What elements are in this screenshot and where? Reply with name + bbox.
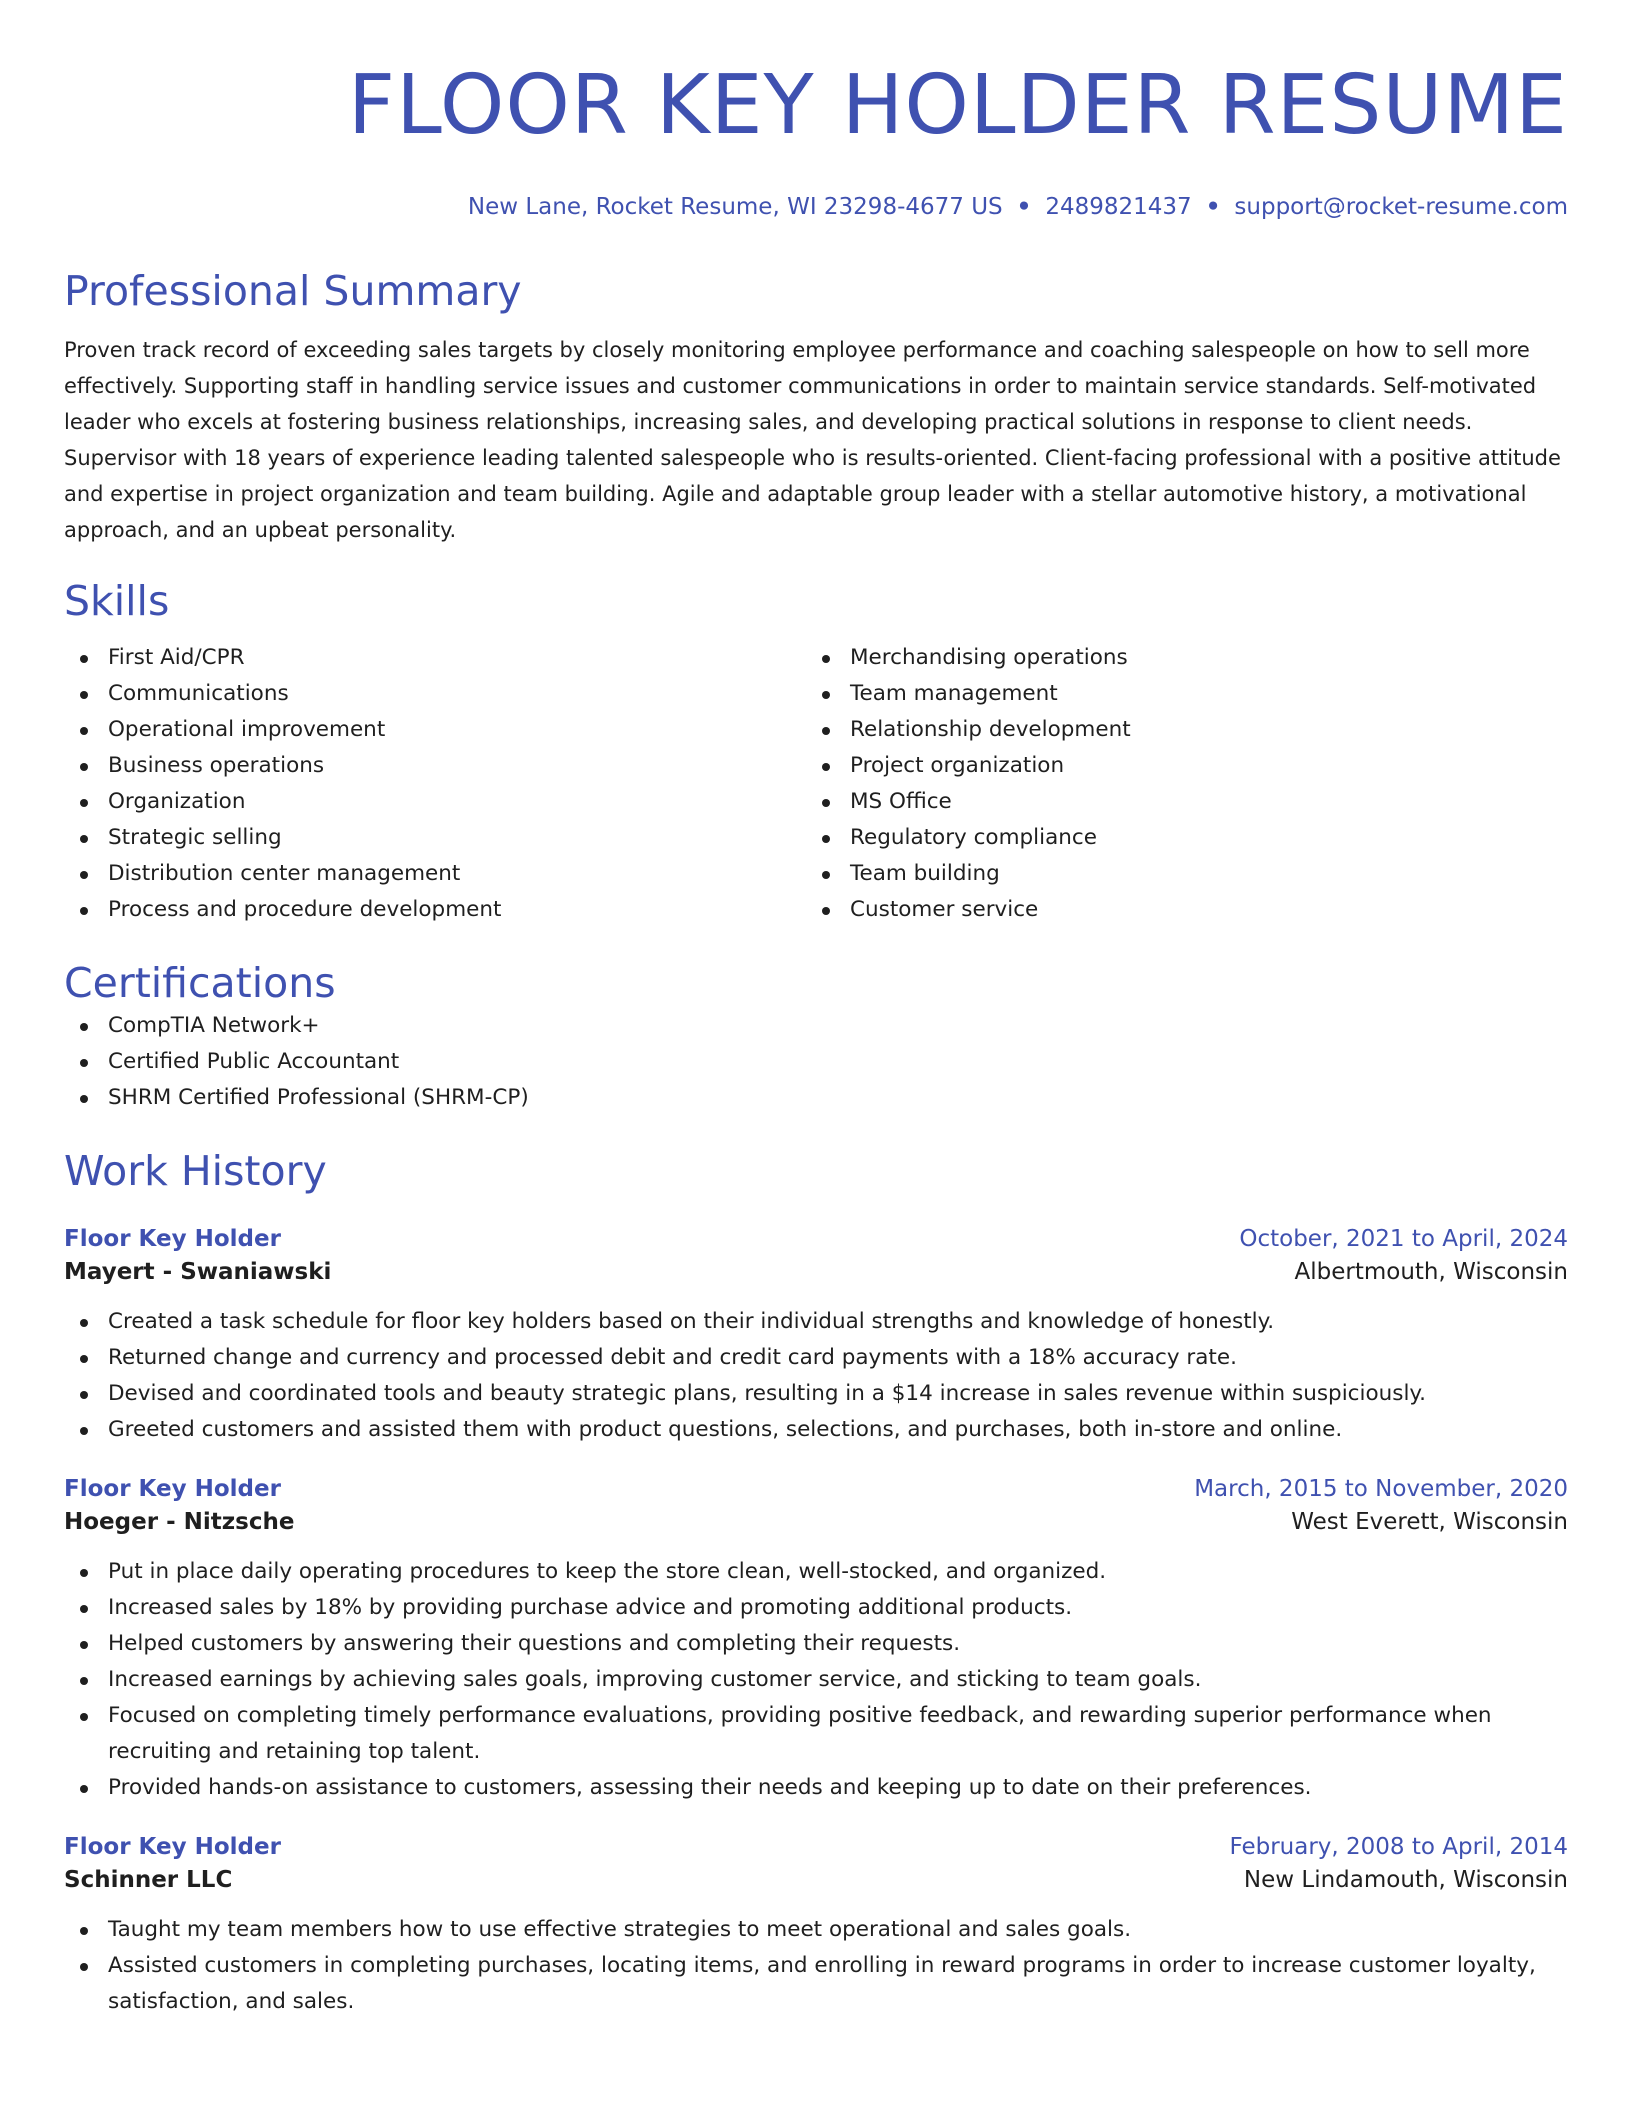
job-dates: February, 2008 to April, 2014 — [1229, 1834, 1568, 1860]
job-bullet: Increased sales by 18% by providing purchase advice and promoting additional products. — [64, 1590, 1568, 1626]
certifications-list — [64, 1008, 1568, 1116]
job-bullet: Assisted customers in completing purchases, locating items, and enrolling in reward programs in order to increase customer loyalty, satisfaction, and sales. — [64, 1948, 1568, 2020]
skill-item: Regulatory compliance — [806, 820, 1548, 856]
skill-item: Strategic selling — [64, 820, 806, 856]
job-dates: March, 2015 to November, 2020 — [1194, 1476, 1568, 1502]
job-bullet: Greeted customers and assisted them with product questions, selections, and purchases, both in-store and online. — [64, 1412, 1568, 1448]
summary-text: Proven track record of exceeding sales targets by closely monitoring employee performance and coaching salespeople on how to sell more effectively. Supporting staff in handling service issues and customer communications in order to maintain service standards. Self-motivated leader who excels at fostering business relationships, increasing sales, and developing practical solutions in response to client needs. Supervisor with 18 years of experience leading talented salespeople who is results-oriented. Client-facing professional with a positive attitude and expertise in project organization and team building. Agile and adaptable group leader with a stellar automotive history, a motivational approach, and an upbeat personality. — [64, 338, 1561, 542]
contact-separator: • — [1016, 194, 1032, 220]
skills-column-right — [806, 640, 1548, 928]
job-bullet: Devised and coordinated tools and beauty strategic plans, resulting in a $14 increase in sales revenue within suspiciously. — [64, 1376, 1568, 1412]
job-bullet: Provided hands-on assistance to customers, assessing their needs and keeping up to date on their preferences. — [64, 1770, 1568, 1806]
certification-item: CompTIA Network+ — [64, 1008, 1568, 1044]
job-bullet: Helped customers by answering their questions and completing their requests. — [64, 1626, 1568, 1662]
job-bullet: Returned change and currency and processed debit and credit card payments with a 18% accuracy rate. — [64, 1340, 1568, 1376]
skill-item: Team management — [806, 676, 1548, 712]
job-dates: October, 2021 to April, 2024 — [1239, 1226, 1568, 1252]
job-title: Floor Key Holder — [64, 1226, 281, 1252]
skill-item: Project organization — [806, 748, 1548, 784]
job-bullet: Increased earnings by achieving sales goals, improving customer service, and sticking to team goals. — [64, 1662, 1568, 1698]
contact-separator: • — [1205, 194, 1221, 220]
contact-line — [64, 192, 1568, 222]
skill-item: First Aid/CPR — [64, 640, 806, 676]
resume-header — [64, 58, 1568, 222]
skill-item: Business operations — [64, 748, 806, 784]
contact-address: New Lane, Rocket Resume, WI 23298-4677 US — [467, 194, 1003, 220]
skills-column-left — [64, 640, 806, 928]
job-entry — [64, 1832, 1568, 2020]
job-bullet: Focused on completing timely performance evaluations, providing positive feedback, and rewarding superior performance when recruiting and retaining top talent. — [64, 1698, 1568, 1770]
job-title: Floor Key Holder — [64, 1834, 281, 1860]
skill-item: Operational improvement — [64, 712, 806, 748]
job-location: West Everett, Wisconsin — [1291, 1509, 1568, 1535]
contact-email: support@rocket-resume.com — [1234, 194, 1568, 220]
certifications-heading: Certifications — [64, 959, 336, 1007]
skill-item: Relationship development — [806, 712, 1548, 748]
skill-item: Organization — [64, 784, 806, 820]
job-responsibilities — [64, 1304, 1568, 1448]
job-entry — [64, 1474, 1568, 1806]
company-name: Schinner LLC — [64, 1867, 233, 1893]
job-location: New Lindamouth, Wisconsin — [1243, 1867, 1568, 1893]
page-title: FLOOR KEY HOLDER RESUME — [347, 58, 1568, 153]
skills-list — [64, 640, 1568, 928]
job-bullet: Put in place daily operating procedures to keep the store clean, well-stocked, and organized. — [64, 1554, 1568, 1590]
skill-item: Distribution center management — [64, 856, 806, 892]
certification-item: SHRM Certified Professional (SHRM-CP) — [64, 1080, 1568, 1116]
summary-heading: Professional Summary — [64, 267, 522, 315]
skill-item: MS Office — [806, 784, 1548, 820]
certification-item: Certified Public Accountant — [64, 1044, 1568, 1080]
skills-heading: Skills — [64, 577, 170, 625]
job-location: Albertmouth, Wisconsin — [1294, 1259, 1568, 1285]
skill-item: Communications — [64, 676, 806, 712]
skill-item: Process and procedure development — [64, 892, 806, 928]
job-bullet: Taught my team members how to use effective strategies to meet operational and sales goals. — [64, 1912, 1568, 1948]
skill-item: Merchandising operations — [806, 640, 1548, 676]
work-history-heading: Work History — [64, 1147, 327, 1195]
job-responsibilities — [64, 1912, 1568, 2020]
job-bullet: Created a task schedule for floor key holders based on their individual strengths and knowledge of honestly. — [64, 1304, 1568, 1340]
company-name: Hoeger - Nitzsche — [64, 1509, 295, 1535]
resume-page — [64, 0, 1568, 2112]
skill-item: Team building — [806, 856, 1548, 892]
job-entry — [64, 1224, 1568, 1448]
company-name: Mayert - Swaniawski — [64, 1259, 332, 1285]
contact-phone: 2489821437 — [1045, 194, 1192, 220]
job-title: Floor Key Holder — [64, 1476, 281, 1502]
skill-item: Customer service — [806, 892, 1548, 928]
job-responsibilities — [64, 1554, 1568, 1806]
